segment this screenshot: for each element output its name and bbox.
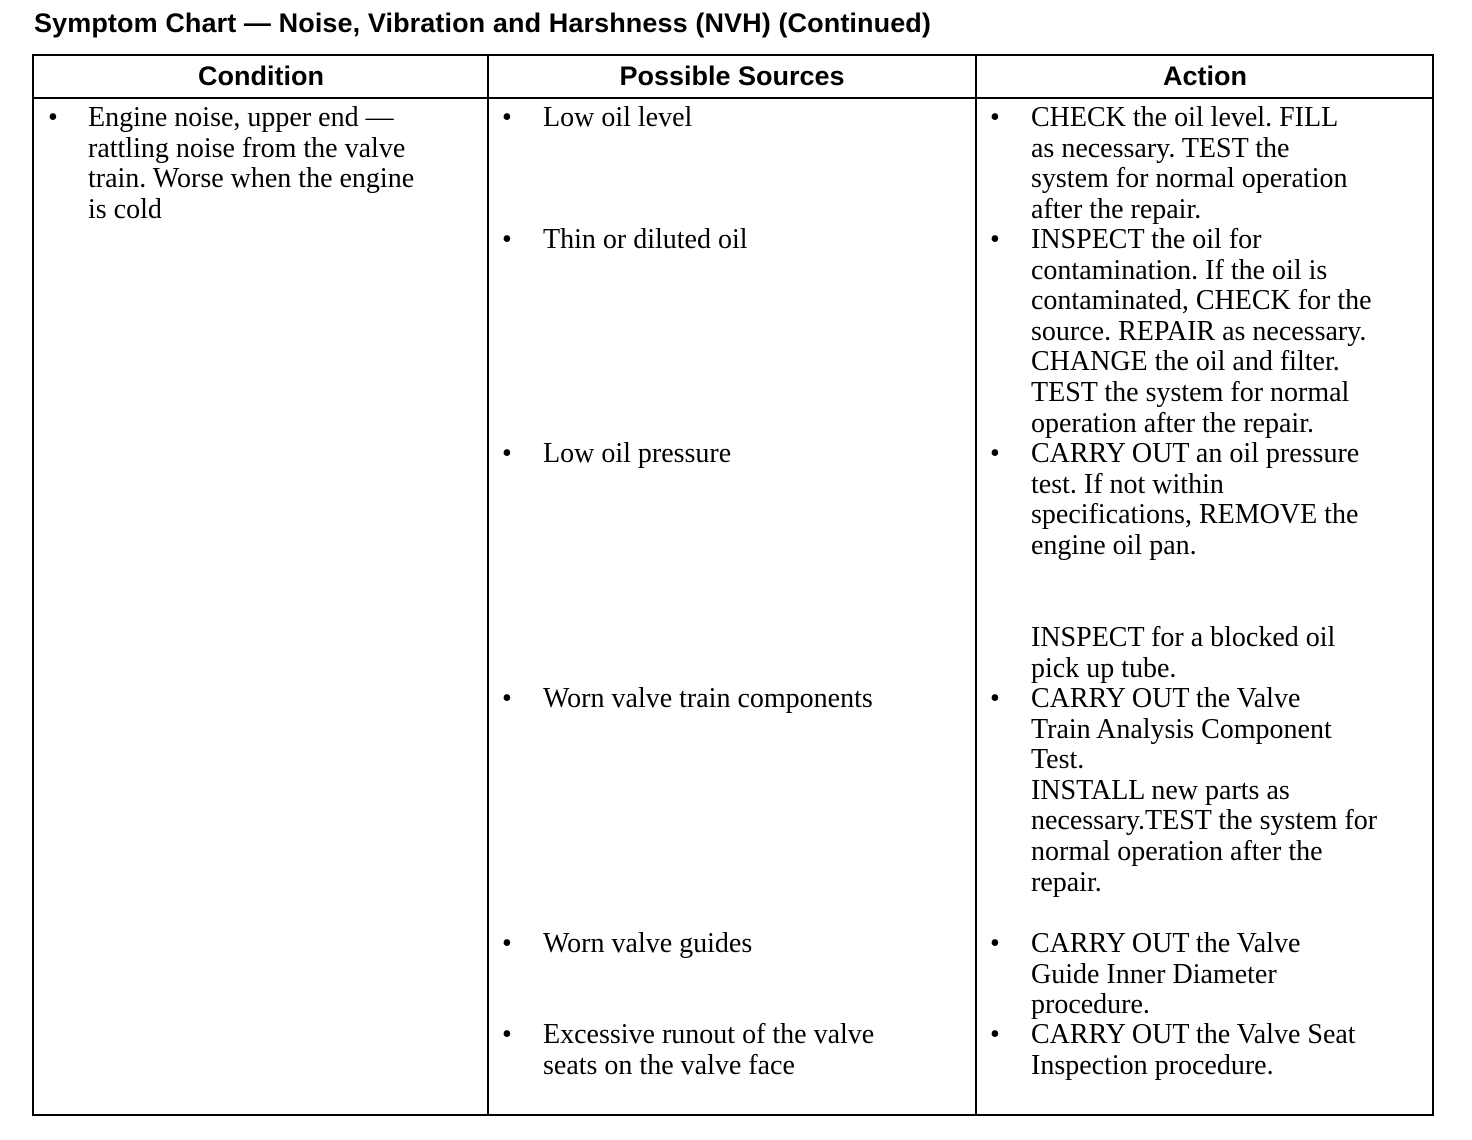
action-item-line: CHANGE the oil and filter.: [1031, 346, 1340, 378]
action-item-line: procedure.: [1031, 989, 1150, 1021]
action-item: [1031, 439, 1359, 561]
action-item: [1031, 929, 1300, 1021]
action-item-line: as necessary. TEST the: [1031, 132, 1290, 164]
bullet-icon: •: [990, 438, 1000, 469]
header-possible-sources: Possible Sources: [619, 61, 845, 91]
action-item-line: Test.: [1031, 744, 1085, 776]
source-item: [543, 929, 752, 960]
condition-text: [88, 103, 414, 225]
source-item-line: Thin or diluted oil: [543, 224, 748, 255]
condition-text-line: train. Worse when the engine: [88, 163, 415, 195]
bullet-icon: •: [990, 683, 1000, 714]
page-title: Symptom Chart — Noise, Vibration and Harshness (NVH) (Continued): [34, 8, 931, 38]
action-item-line: contamination. If the oil is: [1031, 254, 1328, 286]
action-item-line: specifications, REMOVE the: [1031, 499, 1359, 531]
action-item-line: INSPECT for a blocked oil: [1031, 622, 1336, 653]
action-item-line: INSTALL new parts as: [1031, 774, 1290, 806]
column-divider: [975, 56, 977, 1114]
action-item-line: INSPECT the oil for: [1031, 224, 1262, 255]
action-item-line: operation after the repair.: [1031, 407, 1314, 439]
table-header-row: [34, 56, 1432, 99]
bullet-icon: •: [502, 438, 512, 469]
action-item-line: source. REPAIR as necessary.: [1031, 315, 1367, 347]
condition-text-line: rattling noise from the valve: [88, 132, 406, 164]
bullet-icon: •: [990, 102, 1000, 133]
header-action: Action: [1163, 61, 1247, 91]
bullet-icon: •: [48, 102, 58, 133]
action-item-line: CARRY OUT an oil pressure: [1031, 438, 1360, 469]
source-item: [543, 225, 748, 256]
bullet-icon: •: [502, 1019, 512, 1050]
bullet-icon: •: [502, 102, 512, 133]
action-item-line: CARRY OUT the Valve: [1031, 928, 1301, 959]
action-item: [1031, 103, 1347, 225]
action-item-line: TEST the system for normal: [1031, 376, 1350, 408]
action-item-line: engine oil pan.: [1031, 529, 1197, 561]
action-item-line: after the repair.: [1031, 193, 1202, 225]
source-item: [543, 684, 873, 715]
bullet-icon: •: [990, 1019, 1000, 1050]
source-item-line: seats on the valve face: [543, 1049, 795, 1081]
source-item-line: Excessive runout of the valve: [543, 1019, 875, 1050]
header-condition: Condition: [198, 61, 324, 91]
action-item-line: CARRY OUT the Valve: [1031, 683, 1301, 714]
source-item: [543, 103, 692, 134]
action-item: [1031, 1020, 1356, 1081]
source-item-line: Low oil pressure: [543, 438, 732, 469]
column-divider: [487, 56, 489, 1114]
action-item-line: necessary.TEST the system for: [1031, 805, 1378, 837]
bullet-icon: •: [502, 928, 512, 959]
source-item: [543, 439, 731, 470]
action-item-line: CARRY OUT the Valve Seat: [1031, 1019, 1356, 1050]
symptom-table: [32, 54, 1434, 1116]
bullet-icon: •: [990, 928, 1000, 959]
condition-text-line: is cold: [88, 193, 162, 225]
action-item-line: test. If not within: [1031, 468, 1224, 500]
source-item: [543, 1020, 874, 1081]
action-item-line: Inspection procedure.: [1031, 1049, 1274, 1081]
bullet-icon: •: [990, 224, 1000, 255]
source-item-line: Worn valve train components: [543, 683, 873, 714]
action-item-line: normal operation after the: [1031, 835, 1323, 867]
action-item: [1031, 623, 1335, 684]
action-item-line: repair.: [1031, 866, 1102, 898]
action-item-line: pick up tube.: [1031, 652, 1177, 684]
action-item-line: contaminated, CHECK for the: [1031, 285, 1372, 317]
action-item: [1031, 225, 1372, 439]
bullet-icon: •: [502, 224, 512, 255]
condition-text-line: Engine noise, upper end —: [88, 102, 394, 133]
action-item-line: system for normal operation: [1031, 163, 1348, 195]
action-item-line: Train Analysis Component: [1031, 713, 1332, 745]
action-item-line: Guide Inner Diameter: [1031, 958, 1277, 990]
source-item-line: Low oil level: [543, 102, 693, 133]
action-item-line: CHECK the oil level. FILL: [1031, 102, 1339, 133]
action-item: [1031, 684, 1377, 898]
bullet-icon: •: [502, 683, 512, 714]
source-item-line: Worn valve guides: [543, 928, 753, 959]
